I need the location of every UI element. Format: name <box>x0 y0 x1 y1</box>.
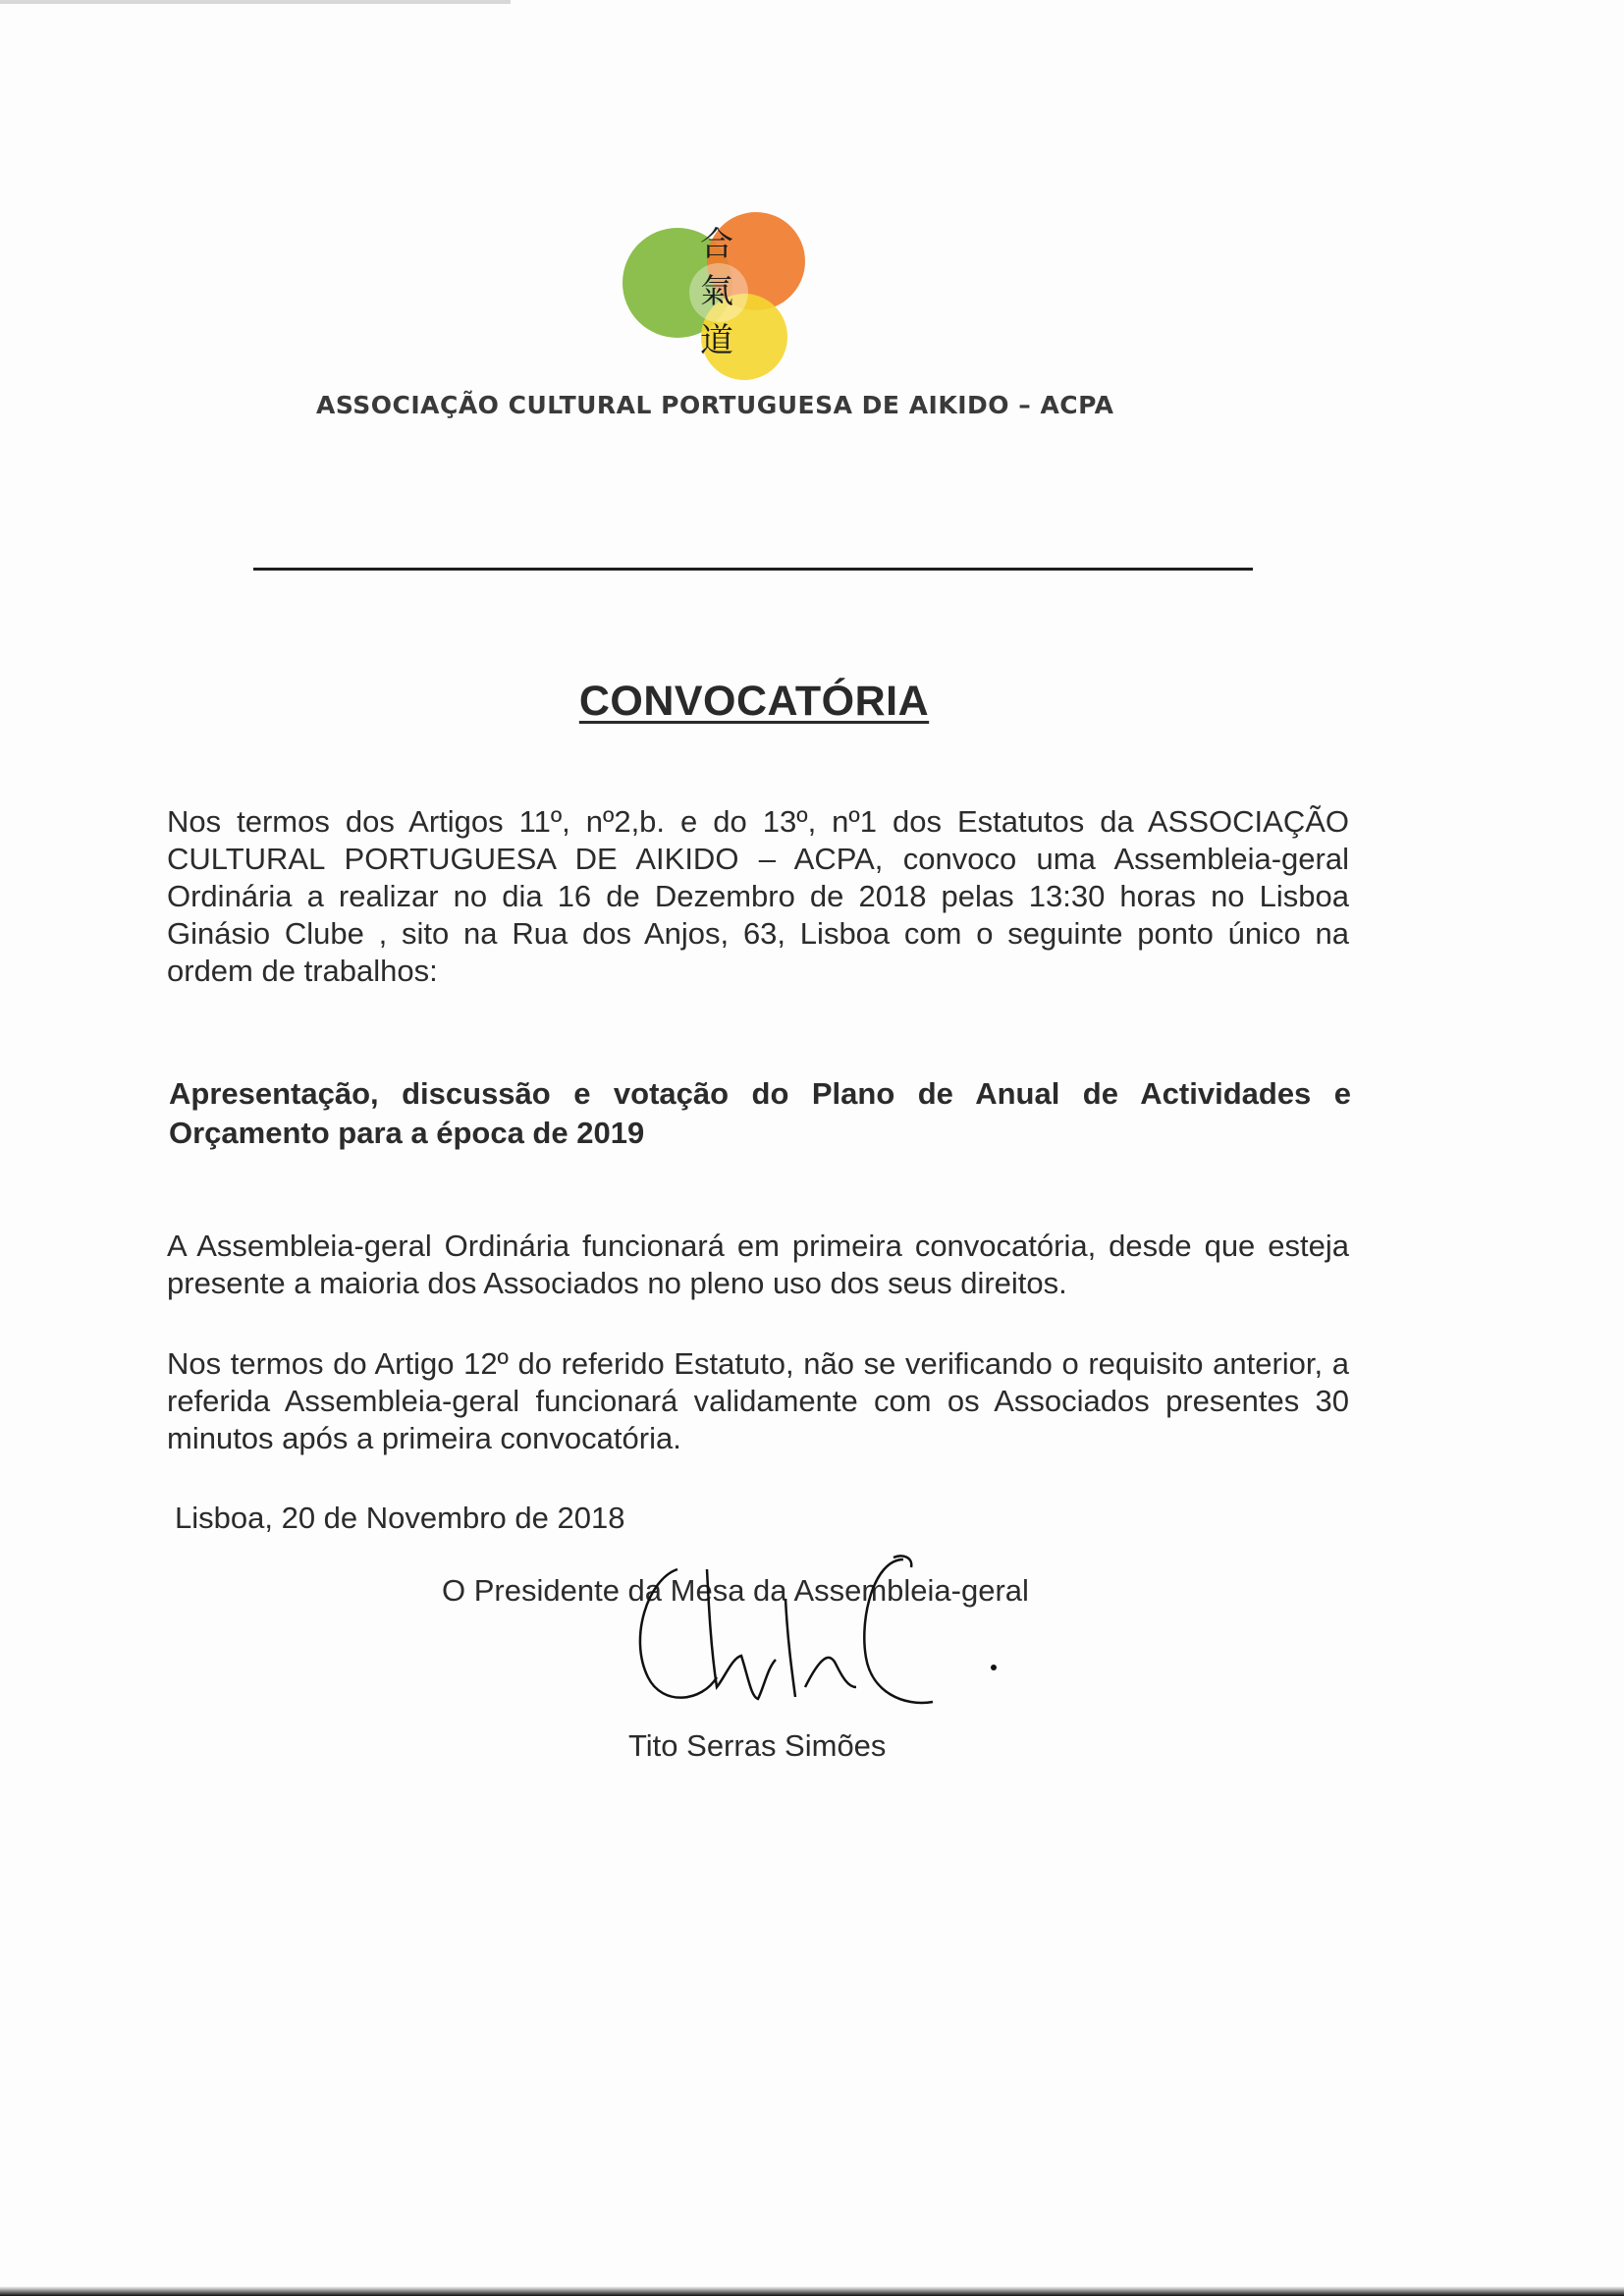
svg-text:氣: 氣 <box>700 272 733 311</box>
scan-edge-bottom <box>0 2286 1624 2296</box>
convocation-paragraph: Nos termos dos Artigos 11º, nº2,b. e do 13º, nº1 dos Estatutos da ASSOCIAÇÃO CULTURAL PORTUGUESA DE AIKIDO – ACPA, convoco uma Assembleia-geral Ordinária a realizar no dia 16 de Dezembro de 2018 pelas 13:30 horas no Lisboa Ginásio Clube , sito na Rua dos Anjos, 63, Lisboa com o seguinte ponto único na ordem de trabalhos: <box>167 804 1349 988</box>
document-title: CONVOCATÓRIA <box>578 678 930 725</box>
handwritten-signature <box>609 1540 1041 1736</box>
quorum-paragraph: A Assembleia-geral Ordinária funcionará em primeira convocatória, desde que esteja presente a maioria dos Associados no pleno uso dos seus direitos. <box>167 1229 1349 1300</box>
header-divider <box>253 568 1253 571</box>
second-call-paragraph: Nos termos do Artigo 12º do referido Estatuto, não se verificando o requisito anterior, a referida Assembleia-geral funcionará validamente com os Associados presentes 30 minutos após a primeira convocatória. <box>167 1346 1349 1455</box>
svg-text:道: 道 <box>700 321 733 360</box>
signer-name: Tito Serras Simões <box>628 1728 887 1763</box>
organization-header: ASSOCIAÇÃO CULTURAL PORTUGUESA DE AIKIDO – ACPA <box>316 391 1114 419</box>
svg-text:合: 合 <box>700 225 733 264</box>
scan-edge-top <box>0 0 511 4</box>
place-date: Lisboa, 20 de Novembro de 2018 <box>175 1501 625 1535</box>
agenda-item: Apresentação, discussão e votação do Plano de Anual de Actividades e Orçamento para a época de 2019 <box>169 1076 1351 1150</box>
aikido-logo <box>609 204 825 381</box>
signer-role: O Presidente da Mesa da Assembleia-geral <box>442 1573 1029 1608</box>
